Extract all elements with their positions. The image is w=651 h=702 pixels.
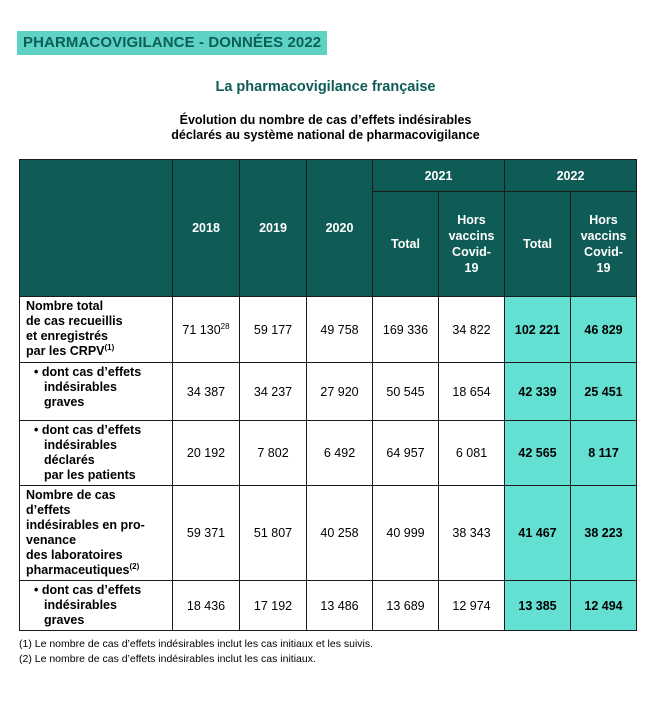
label-line: graves (44, 613, 85, 627)
header-2018: 2018 (173, 160, 240, 297)
label-line: d’effets (26, 503, 71, 517)
cell-2022-hors: 8 117 (571, 421, 637, 486)
cell-2019: 34 237 (240, 363, 307, 421)
label-text: par les CRPV (26, 344, 105, 358)
table-row (20, 363, 637, 421)
header-2022-total: Total (505, 192, 571, 297)
cell-2020: 6 492 (307, 421, 373, 486)
row-label (20, 486, 173, 581)
cell-2019: 59 177 (240, 297, 307, 363)
page-subtitle: La pharmacovigilance française (215, 79, 436, 95)
cell-2021-hors: 34 822 (439, 297, 505, 363)
table-caption (0, 113, 651, 143)
header-2019: 2019 (240, 160, 307, 297)
footnote-1: (1) Le nombre de cas d’effets indésirables inclut les cas initiaux et les suivis. (19, 638, 374, 650)
cell-2022-total: 102 221 (505, 297, 571, 363)
row-label (20, 297, 173, 363)
cell-2018: 18 436 (173, 581, 240, 631)
cell-2018: 20 192 (173, 421, 240, 486)
cell-2021-total: 13 689 (373, 581, 439, 631)
cell-2022-hors: 12 494 (571, 581, 637, 631)
cell-2021-hors: 18 654 (439, 363, 505, 421)
caption-line-2: déclarés au système national de pharmacovigilance (171, 128, 480, 142)
label-line: indésirables (44, 598, 117, 612)
footnotes (19, 637, 373, 667)
hors-line: Hors (457, 213, 486, 227)
caption-line-1: Évolution du nombre de cas d’effets indésirables (179, 113, 472, 127)
label-line: déclarés (44, 453, 95, 467)
row-label (20, 363, 173, 421)
cell-value: 71 130 (182, 322, 221, 337)
cell-2021-total: 50 545 (373, 363, 439, 421)
cell-2021-total: 169 336 (373, 297, 439, 363)
header-row-years (20, 160, 637, 192)
header-corner (20, 160, 173, 297)
hors-line: Covid- (584, 245, 623, 259)
cell-2021-hors: 38 343 (439, 486, 505, 581)
header-2022-hors (571, 192, 637, 297)
label-line: et enregistrés (26, 329, 108, 343)
cell-2022-hors: 46 829 (571, 297, 637, 363)
label-line: des laboratoires (26, 548, 123, 562)
cell-2021-hors: 12 974 (439, 581, 505, 631)
row-label (20, 421, 173, 486)
cell-2022-hors: 38 223 (571, 486, 637, 581)
table-row (20, 581, 637, 631)
label-line: • dont cas d’effets (34, 423, 142, 437)
label-line (26, 344, 168, 359)
label-line: indésirables (44, 380, 117, 394)
footnote-ref: (1) (104, 342, 115, 352)
footnote-2: (2) Le nombre de cas d’effets indésirables inclut les cas initiaux. (19, 653, 316, 665)
cell-2021-total: 64 957 (373, 421, 439, 486)
cell-2022-total: 42 339 (505, 363, 571, 421)
hors-line: Covid- (452, 245, 491, 259)
header-2020: 2020 (307, 160, 373, 297)
hors-line: vaccins (580, 229, 627, 243)
footnote-ref: 28 (220, 321, 230, 331)
cell-2019: 51 807 (240, 486, 307, 581)
cell-2022-total: 42 565 (505, 421, 571, 486)
cell-2021-hors: 6 081 (439, 421, 505, 486)
cell-2018: 59 371 (173, 486, 240, 581)
label-line: Nombre de cas (26, 488, 116, 502)
section-banner: PHARMACOVIGILANCE - DONNÉES 2022 (17, 31, 327, 55)
label-line: graves (44, 395, 85, 409)
cell-2019: 17 192 (240, 581, 307, 631)
label-line: indésirables (44, 438, 117, 452)
label-line: de cas recueillis (26, 314, 123, 328)
cell-2019: 7 802 (240, 421, 307, 486)
cell-2022-total: 13 385 (505, 581, 571, 631)
table-row (20, 297, 637, 363)
header-2021-hors (439, 192, 505, 297)
cell-2020: 13 486 (307, 581, 373, 631)
table-row (20, 486, 637, 581)
cell-2021-total: 40 999 (373, 486, 439, 581)
label-line: • dont cas d’effets (34, 583, 142, 597)
header-2021: 2021 (373, 160, 505, 192)
cell-2020: 27 920 (307, 363, 373, 421)
header-2022: 2022 (505, 160, 637, 192)
label-text: pharmaceutiques (26, 563, 130, 577)
cell-2022-hors: 25 451 (571, 363, 637, 421)
hors-line: vaccins (448, 229, 495, 243)
hors-line: Hors (589, 213, 618, 227)
header-2021-total: Total (373, 192, 439, 297)
label-line: • dont cas d’effets (34, 365, 142, 379)
hors-line: 19 (464, 261, 479, 275)
label-line: indésirables en pro- (26, 518, 145, 532)
label-line: venance (26, 533, 77, 547)
table-row (20, 421, 637, 486)
cell-2018 (173, 297, 240, 363)
label-line (26, 563, 168, 578)
cell-2020: 40 258 (307, 486, 373, 581)
hors-line: 19 (596, 261, 611, 275)
label-line: Nombre total (26, 299, 104, 313)
label-line: par les patients (44, 468, 136, 482)
cell-2022-total: 41 467 (505, 486, 571, 581)
pharmacovigilance-table (19, 159, 637, 631)
row-label (20, 581, 173, 631)
footnote-ref: (2) (129, 561, 140, 571)
cell-2018: 34 387 (173, 363, 240, 421)
cell-2020: 49 758 (307, 297, 373, 363)
